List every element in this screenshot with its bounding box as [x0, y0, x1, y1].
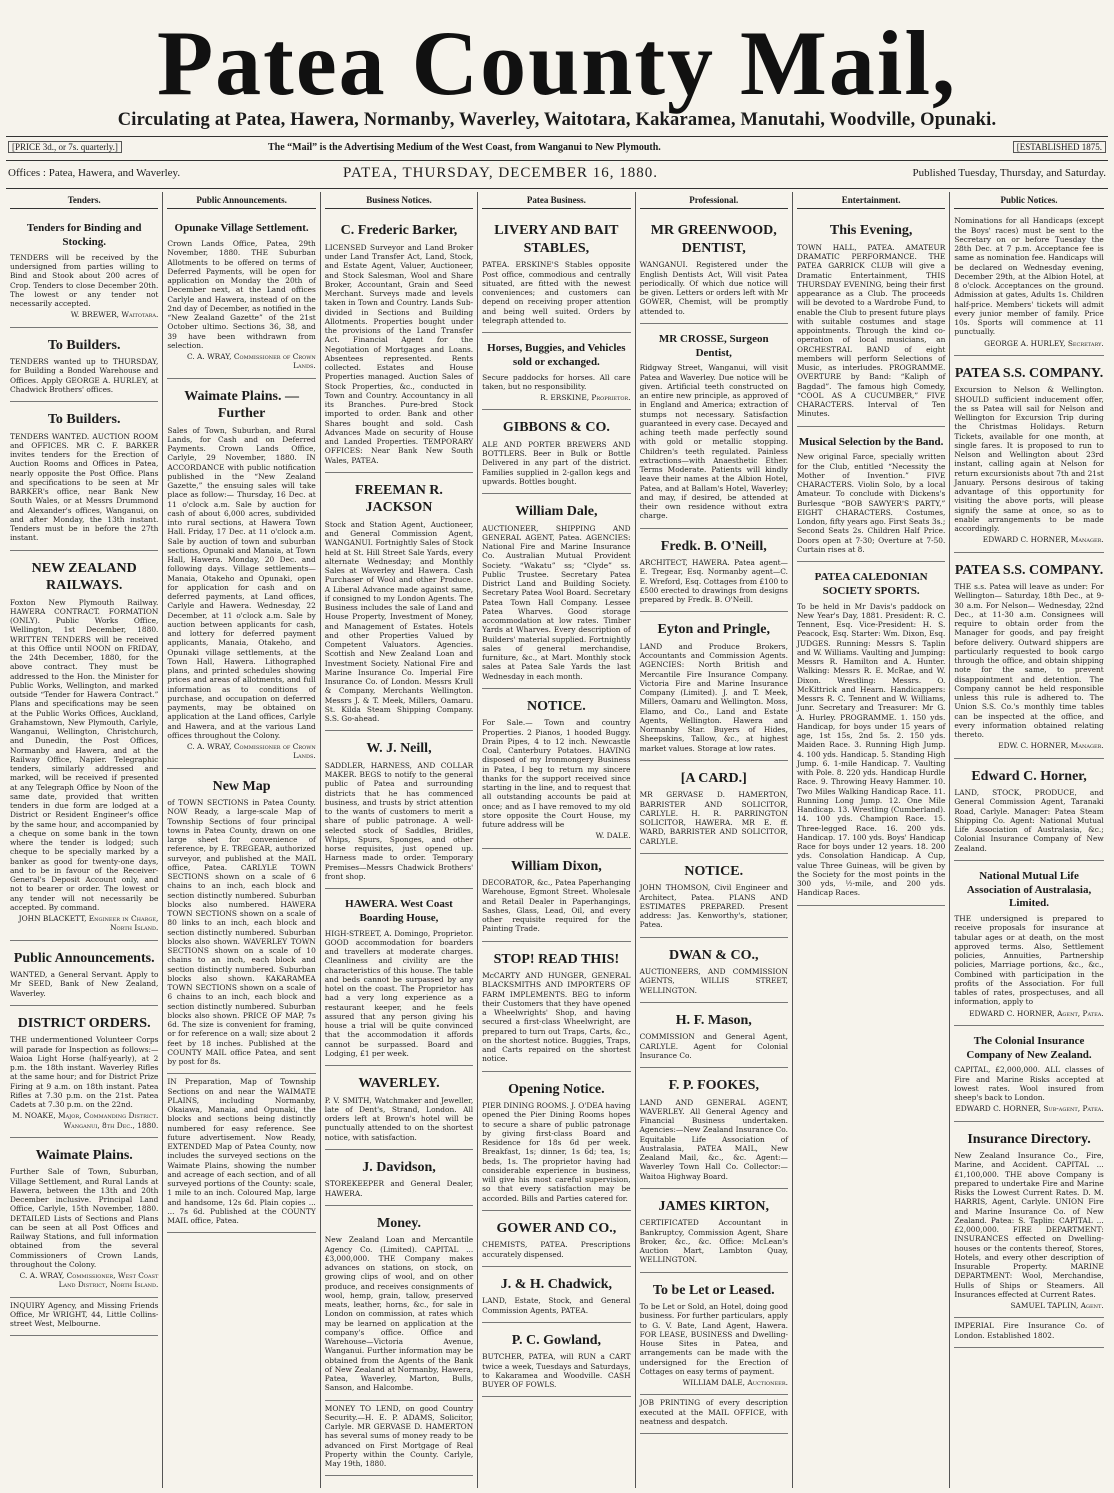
column-heading: Business Notices.	[325, 195, 473, 209]
column-6	[793, 192, 950, 1488]
ad-title: Money.	[377, 1215, 421, 1231]
ad-body: CHEMISTS, PATEA. Prescriptions accurately dispensed.	[482, 1240, 631, 1259]
column-heading: Tenders.	[10, 195, 158, 209]
advertising-notice: The “Mail” is the Advertising Medium of the West Coast, from Wanganui to New Plymouth.	[268, 142, 661, 153]
advertisement	[954, 356, 1103, 553]
advertisement	[167, 379, 315, 769]
advertisement	[10, 213, 158, 327]
ad-signature: SAMUEL TAPLIN, Agent.	[1010, 1301, 1104, 1310]
ad-body: Foxton New Plymouth Railway. HAWERA CONTRACT. FORMATION (ONLY). Public Works Office, Wellington, 1st December, 1880. WRITTEN TENDERS will be received at this Office until NOON on FRIDAY, the 24th December, 1880, for the above contract. They must be addressed to the Hon. the Minister for Public Works, Wellington, and marked outside “Tender for Hawera Contract.” Plans and specifications may be seen at the Public Works Offices, Auckland, Grahamstown, New Plymouth, Carlyle, Wanganui, Wellington, Christchurch, and Dunedin, the Post Offices, Normanby and Hawera, and at the Railway Office, Napier. Telegraphic tenders, similarly addressed and marked, will be received if presented at any Telegraph Office by Noon of the same date, provided that written tenders in due form are lodged at a District or Resident Engineer's office by the same hour, and accompanied by a cheque on some bank in the town where the tender is lodged; such cheque to be specially marked by a banker as good for twenty-one days, and to be in favour of the Receiver-General's Deposit Account only, and not to bearer or order. The lowest or any tender will not necessarily be accepted. By command.	[10, 597, 159, 912]
ad-title: DISTRICT ORDERS.	[17, 1015, 151, 1031]
ad-body: STOREKEEPER and General Dealer, HAWERA.	[324, 1179, 474, 1198]
advertisement	[10, 1006, 158, 1138]
advertisement	[325, 213, 473, 473]
ad-title: This Evening,	[829, 223, 913, 239]
advertisement	[325, 889, 473, 1066]
advertisement	[482, 410, 630, 494]
ad-title: NOTICE.	[527, 698, 586, 714]
ad-body: For Sale.— Town and country Properties. 2 Pianos, 1 hooded Buggy. Drain Pipes, 4 to 12 inch. Newcastle Coal, Canterbury Potatoes. HAVING disposed of my Ironmongery Business in Patea, I beg to return my sincere thanks for the support received since starting in the line, and to request that all outstanding accounts be paid at once; and as I have removed to my old store opposite the Court House, my future address will be	[482, 718, 631, 829]
ad-title: Opening Notice.	[508, 1081, 605, 1097]
ad-title: Tenders for Binding and Stocking.	[26, 222, 142, 248]
ad-body: IMPERIAL Fire Insurance Co. of London. Established 1802.	[954, 1321, 1104, 1340]
ad-signature: JOHN BLACKETT, Engineer in Charge, North Island.	[18, 914, 159, 933]
advertisement	[640, 938, 788, 1003]
ad-title: PATEA CALEDONIAN SOCIETY SPORTS.	[814, 571, 928, 597]
advertisement	[640, 1068, 788, 1189]
advertisement	[482, 213, 630, 333]
info-bar	[8, 139, 1106, 157]
ad-title: MR CROSSE, Surgeon Dentist,	[658, 332, 769, 359]
ad-body: CERTIFICATED Accountant in Bankruptcy, Commission Agent, Share Broker, &c., &c. Office: McLean's Auction Mart, Lambton Quay, WELLINGTON.	[639, 1218, 788, 1265]
ad-body: HIGH-STREET, A. Domingo, Proprietor. GOOD accommodation for boarders and travellers at moderate charges. Cleanliness and civility are the characteristics of this house. The table and beds cannot be surpassed by any hotel on the coast. The Proprietor has had a very long experience as a restaurant keeper, and he feels assured that any person giving his house a trial will be quite convinced that the accommodation it affords cannot be surpassed. Board and Lodging, £1 per week.	[324, 928, 474, 1058]
advertisement	[482, 494, 630, 689]
ad-body: ARCHITECT, HAWERA. Patea agent—E. Tregear, Esq. Normanby agent—C. E. Wreford, Esq. Cottages from £100 to £500 erected to drawings from designs prepared by Fredk. B. O'Neill.	[639, 558, 788, 604]
advertisement	[954, 1318, 1103, 1348]
column-2	[163, 192, 320, 1488]
ad-body: TENDERS WANTED. AUCTION ROOM and OFFICES. MR C. F. BARKER invites tenders for the Erection of Auction Rooms and Offices in Patea, nearly opposite the Post Office. Plans and specifications to be seen at Mr BARKER's office, near Bank New South Wales, or at Messrs Drummond and Alexander's offices, Wanganui, on and after Monday, the 13th instant. Tenders must be in before the 27th instant.	[10, 431, 159, 543]
advertisement	[954, 1122, 1103, 1319]
ad-title: Horses, Buggies, and Vehicles sold or exchanged.	[487, 342, 626, 368]
ad-signature: C. A. WRAY, Commissioner of Crown Lands.	[186, 742, 316, 761]
ad-body: MONEY TO LEND, on good Country Security.—H. E. P. ADAMS, Solicitor, Carlyle. MR GERVASE D. HAMERTON has several sums of money ready to be advanced on First Mortgage of Real Property within the County. Carlyle, May 19th, 1880.	[324, 1403, 474, 1468]
advertisement	[482, 849, 630, 942]
ad-title: C. Frederic Barker,	[340, 223, 458, 239]
advertisement	[10, 1298, 158, 1337]
ad-title: J. Davidson,	[362, 1159, 436, 1175]
advertisement	[640, 1273, 788, 1396]
ad-body: To be held in Mr Davis's paddock on New Year's Day, 1881. President: R. C. Tennent, Esq. Vice-President: H. S. Peacock, Esq. Starter: Wm. Dixon, Esq. JUDGES. Running: Messrs S. Taplin and W. Williams. Vaulting and Jumping: Messrs R. Hamilton and A. Hunter. Walking: Messrs R. E. McRae, and W. Dixon. Wrestling: Messrs. O. McKittrick and Hearn. Handicappers: Messrs R. C. Tennent and W. Williams, Junr. Secretary and Treasurer: Mr G. A. Hurley. PROGRAMME. 1. 150 yds. Handicap, for boys under 15 years of age, 1st 15s, 2nd 5s. 2. 150 yds. Maiden Race. 3. Running High Jump. 4. 100 yds. Handicap. 5. Standing High Jump. 6. 1-mile Handicap. 7. Vaulting with Pole. 8. 220 yds. Handicap Hurdle Race. 9. Throwing Heavy Hammer. 10. Two Miles Walking Handicap Race. 11. Running Long Jump. 12. One Mile Handicap. 13. Wrestling (Cumberland). 14. 100 yds. Champion Race. 15. Three-legged Race. 16. 200 yds. Handicap. 17. 100 yds. Boys' Handicap Race for boys under 12 years. 18. 200 yds. Consolation Handicap. A Cup, value Three Guineas, will be given by the Society for the most points in the 300 yds, ½-mile, and 200 yds. Handicap Races.	[796, 601, 946, 898]
advertisement	[640, 529, 788, 613]
advertisement	[325, 1401, 473, 1477]
ad-title: To Builders.	[47, 337, 121, 353]
column-heading: Patea Business.	[482, 195, 630, 209]
ad-signature: GEORGE A. HURLEY, Secretary.	[984, 338, 1104, 348]
ad-title: William Dale,	[515, 504, 598, 519]
ad-title: JAMES KIRTON,	[658, 1198, 769, 1214]
ad-body: INQUIRY Agency, and Missing Friends Office, Mr WRIGHT, 44, Little Collins-street West, Melbourne.	[10, 1300, 159, 1328]
ad-title: To Builders.	[47, 412, 121, 427]
published-line: Published Tuesday, Thursday, and Saturday.	[912, 167, 1106, 179]
ad-title: Insurance Directory.	[967, 1131, 1091, 1147]
ad-title: J. & H. Chadwick,	[500, 1276, 612, 1292]
ad-title: New Map	[212, 778, 271, 794]
advertisement	[325, 1066, 473, 1150]
advertisement	[954, 1026, 1103, 1122]
advertisement	[10, 1138, 158, 1298]
advertisement	[482, 942, 630, 1072]
ad-title: Eyton and Pringle,	[657, 622, 770, 638]
ad-body: New Zealand Loan and Mercantile Agency Co. (Limited). CAPITAL ... £3,000,000. THE Company makes advances on stations, on stock, on growing clips of wool, and on other produce, and receives consignments of wool, hemp, grain, tallow, preserved meats, leather, horns, &c., for sale in London on commission, at rates which may be learned on application at the company's office. Office and Warehouse—Victoria Avenue, Wanganui. Further information may be obtained from the Agents of the Bank of New Zealand at Normanby, Hawera, Patea, Waverley, Marton, Bulls, Sanson, and Halcombe.	[324, 1235, 474, 1393]
ad-signature: M. NOAKE, Major, Commanding District. Wanganui, 8th Dec., 1880.	[12, 1111, 159, 1130]
ad-signature: EDW. C. HORNER, Manager.	[998, 741, 1104, 751]
advertisement	[10, 402, 158, 551]
ad-body: LICENSED Surveyor and Land Broker under Land Transfer Act, Land, Stock, and Estate Agent, Valuer, Auctioneer, and Stock Salesman, Wool and Share Broker, Accountant, Grain and Seed Merchant. Surveys made and levels taken in Town and Country. Lands Sub-divided in Sections and Building Allotments. Properties bought under the provisions of the Land Transfer Act. Financial Agent for the Negotiation of Mortgages and Loans. Absentees represented. Rents collected. Estates and House Properties managed. Auction Sales of Stock Properties, &c., conducted in Town and Country. Accountancy in all its Branches. Pure-bred Stock imported to order. Bank and other Shares bought and sold. Cash Advances Made on security of House and Landed Properties. TEMPORARY OFFICES: Near Bank New South Wales, PATEA.	[324, 242, 474, 465]
column-heading: Professional.	[640, 195, 788, 209]
advertisement	[640, 761, 788, 854]
ad-title: FREEMAN R. JACKSON	[355, 482, 443, 516]
ad-title: GIBBONS & CO.	[502, 420, 610, 436]
rule-bottom	[6, 188, 1108, 189]
column-1	[6, 192, 163, 1488]
ad-body: ALE AND PORTER BREWERS AND BOTTLERS. Beer in Bulk or Bottle Delivered in any part of the district. Families supplied in 2-gallon kegs and upwards. Bottles bought.	[482, 439, 631, 486]
advertisement	[640, 1189, 788, 1273]
advertisement	[797, 213, 945, 426]
ad-signature: W. DALE.	[595, 831, 631, 841]
ad-body: TENDERS wanted up to THURSDAY, for Building a Bonded Warehouse and Offices. Apply GEORGE A. HURLEY, at Chadwick Brothers' offices.	[10, 357, 159, 394]
ad-title: DWAN & CO.,	[669, 947, 759, 963]
ad-title: Waimate Plains.	[35, 1147, 133, 1163]
ad-title: W. J. Neill,	[366, 741, 432, 757]
advertisement	[482, 1323, 630, 1398]
ad-body: To be Let or Sold, an Hotel, doing good business. For further particulars, apply to G. V. Bate, Land Agent, Hawera. FOR LEASE, BUSINESS and Dwelling-House Sites in Patea, and arrangements can be made with the undersigned for the Erection of Cottages on easy terms of payment.	[639, 1302, 788, 1376]
ad-body: P. V. SMITH, Watchmaker and Jeweller, late of Dent's, Strand, London. All orders left at Brown's hotel will be punctually attended to on the shortest notice, with satisfaction.	[324, 1095, 474, 1142]
ad-body: MR GERVASE D. HAMERTON, BARRISTER AND SOLICITOR, CARLYLE. H. R. PARRINGTON SOLICITOR, HAWERA. MR E. ff. WARD, BARRISTER AND SOLICITOR, CARLYLE.	[639, 790, 788, 846]
ad-title: H. F. Mason,	[675, 1012, 752, 1028]
advertisement	[797, 427, 945, 563]
advertisement	[640, 324, 788, 529]
ad-body: JOHN THOMSON, Civil Engineer and Architect, Patea. PLANS AND ESTIMATES PREPARED. Present address: Jas. Kenworthy's, stationer, Patea.	[639, 883, 788, 930]
advertisement	[954, 759, 1103, 861]
circulation-line: Circulating at Patea, Hawera, Normanby, Waverley, Waitotara, Kakaramea, Manutahi, Woodville, Opunaki.	[117, 110, 997, 130]
ad-title: F. P. FOOKES,	[668, 1078, 759, 1093]
ad-body: Nominations for all Handicaps (except the Boys' races) must be sent to the Secretary on or before Tuesday the 28th Dec. at 7 p.m. Acceptance fee is same as nomination fee. Handicaps will be declared on Wednesday evening, December 29th, at the Albion Hotel, at 8 o'clock. Acceptances on the ground. Admission at gates, Adults 1s. Children half-price. Members' tickets will admit every junior member of family. Price 10s. Sports will commence at 11 punctually.	[954, 216, 1104, 337]
ad-body: THE undersigned is prepared to receive proposals for insurance at tabular ages or at death, on the most approved terms. Also, Settlement policies, Annuities, Partnership policies, Marriage portions, &c., &c., Combined with participation in the profits of the Association. For full tables of rates, prospectuses, and all information, apply to	[954, 914, 1104, 1007]
ad-title: HAWERA. West Coast Boarding House,	[345, 898, 453, 924]
ad-body: WANTED, a General Servant. Apply to Mr SEED, Bank of New Zealand, Waverley.	[10, 970, 159, 998]
ad-body: CAPITAL, £2,000,000. ALL classes of Fire and Marine Risks accepted at lowest rates. Wool insured from sheep's back to London.	[954, 1065, 1104, 1102]
column-5	[636, 192, 793, 1488]
ad-title: LIVERY AND BAIT STABLES,	[494, 223, 619, 256]
ad-body: DECORATOR, &c., Patea Paperhanging Warehouse, Egmont Street. Wholesale and Retail Dealer in Paperhangings, Sashes, Glass, Lead, Oil, and every other requisite required for the Painting Trade.	[482, 878, 631, 934]
ad-body: Sales of Town, Suburban, and Rural Lands, for Cash and on Deferred Payments. Crown Lands Office, Carlyle, 29 November, 1880. IN ACCORDANCE with public notification published in the “New Zealand Gazette,” the ensuing sales will take place as follow:— Thursday, 16 Dec. at 11 o'clock a.m. Sale by auction for cash of about 6,000 acres, subdivided into rural sections, at Hawera Town Hall. Friday, 17 Dec. at 11 o'clock a.m. Sale by auction of town and suburban sections, Opunaki and Manaia, at Town Hall, Hawera. Monday, 20 Dec. and following days. Village settlements— Manaia, Otakeho and Opunaki, open for application for cash and on deferred payments, at Land offices, Carlyle and Hawera. Wednesday, 22 December, at 11 o'clock a.m. Sale by auction between applicants for cash, and lottery for deferred payment applicants, Manaia, Otakeho, and Opunaki village settlements, at the Town Hall, Hawera. Lithographed plans, and printed schedules showing prices and areas of allotments, and full information as to conditions of purchase, and occupation on deferred payments, may be obtained on application at the Land offices, Carlyle and Hawera, and at the various Land offices throughout the Colony.	[167, 425, 316, 740]
ad-body: LAND, STOCK, PRODUCE, and General Commission Agent, Taranaki Road, Carlyle. Manager: Patea Steam Shipping Co. Agent: National Mutual Life Association of Australasia, &c.; Colonial Insurance Company of New Zealand.	[954, 788, 1104, 853]
dateline: PATEA, THURSDAY, DECEMBER 16, 1880.	[343, 165, 659, 181]
advertisement	[325, 473, 473, 732]
advertisement	[640, 213, 788, 324]
advertisement	[954, 553, 1103, 759]
ad-body: LAND AND GENERAL AGENT, WAVERLEY. All General Agency and Financial Business undertaken. Agencies:—New Zealand Insurance Co. Equitable Life Association of Australasia, PATEA MAIL, New Zealand Mail, &c., &c. Agent:—Waverley Town Hall Co. Collector:—Waitoa Highway Board.	[639, 1097, 788, 1181]
ad-body: Excursion to Nelson & Wellington. SHOULD sufficient inducement offer, the ss Patea will sail for Nelson and Wellington for Excursion Trip during the Christmas Holidays. Return Tickets, available for one month, at single fares. It is proposed to run to Nelson and Wellington about 23rd instant, calling again at Nelson for return excursionists about 7th and 21st January. Persons desirous of taking advantage of this opportunity for visiting the above ports, will please signify the same at once, so as to enable arrangements to be made accordingly.	[954, 385, 1104, 533]
ad-title: WAVERLEY.	[358, 1076, 440, 1091]
column-heading: Public Announcements.	[167, 195, 315, 209]
ad-signature: R. ERSKINE, Proprietor.	[540, 393, 631, 402]
advertisement	[482, 333, 630, 410]
ad-body: Secure paddocks for horses. All care taken, but no responsibility.	[482, 372, 631, 391]
ad-body: SADDLER, HARNESS, AND COLLAR MAKER. BEGS to notify to the general public of Patea and surrounding districts that he has commenced business, and trusts by strict attention to the wants of customers to merit a share of public patronage. A well-selected stock of Saddles, Bridles, Whips, Spurs, Sponges, and other horse requisites, just opened up. Harness made to order. Temporary Premises—Messrs Chadwick Brothers' front shop.	[324, 760, 474, 881]
ad-body: TOWN HALL, PATEA. AMATEUR DRAMATIC PERFORMANCE. THE PATEA GARRICK CLUB will give a Dramatic Entertainment, THIS THURSDAY EVENING, being their first appearance as a Club. The proceeds will be devoted to a Wardrobe Fund, to enable the Club to present future plays with suitable costumes and stage appointments. Through the kind co-operation of local musicians, an ORCHESTRAL BAND of eight members will perform Selections of Music, as interludes. PROGRAMME. OVERTURE by Band: “Kaliph of Bagdad”. The famous high Comedy, “COOL AS A CUCUMBER,” FIVE CHARACTERS. Interval of Ten Minutes.	[796, 242, 946, 419]
ad-signature: WILLIAM DALE, Auctioneer.	[682, 1378, 788, 1387]
rule-mid	[6, 160, 1108, 161]
ad-title: National Mutual Life Association of Australasia, Limited.	[966, 869, 1092, 910]
ad-body: AUCTIONEERS, AND COMMISSION AGENTS, WILLIS STREET, WELLINGTON.	[639, 967, 788, 995]
offices-line: Offices : Patea, Hawera, and Waverley.	[8, 167, 181, 179]
ad-signature: EDWARD C. HORNER, Manager.	[982, 535, 1104, 545]
ad-body: IN Preparation, Map of Township Sections on and near the WAIMATE PLAINS, including Normanby, Okaiawa, Manaia, and Opunaki, the blocks and sections being distinctly numbered for easy reference. See future advertisement. Now Ready, EXTENDED Map of Patea County, now includes the surveyed sections on the Waimate Plains, showing the number and acreage of each section, and of all surveyed portions of the County: scale, 1 mile to an inch. Coloured Map, large and handsome, 12s 6d. Plain copies ... ... 7s 6d. Published at the COUNTY MAIL office, Patea.	[167, 1077, 316, 1225]
newspaper-title: Patea County Mail,	[156, 12, 958, 114]
advertisement	[640, 1003, 788, 1068]
ad-body: JOB PRINTING of every description executed at the MAIL OFFICE, with neatness and despatch.	[639, 1398, 788, 1426]
ad-title: William Dixon,	[510, 858, 602, 874]
ad-title: PATEA S.S. COMPANY.	[954, 562, 1104, 578]
ad-body: McCARTY AND HUNGER, GENERAL BLACKSMITHS AND IMPORTERS OF FARM IMPLEMENTS. BEG to inform their Customers that they have opened a Wheelwrights' Shop, and having secured a first-class Wheelwright, are prepared to turn out Traps, Carts, &c., on the shortest notice. Buggies, Traps, and Carts repaired on the shortest notice.	[482, 971, 631, 1064]
ad-title: Waimate Plains. — Further	[184, 388, 299, 421]
ad-body: Stock and Station Agent, Auctioneer, and General Commission Agent, WANGANUI. Fortnightly Sales of Stock held at St. Hill Street Sale Yards, every alternate Wednesday; and Monthly Sales at Waverley and Hawera. Cash Purchaser of Wool and other Produce. A Liberal Advance made against same, if consigned to my London Agents. The Business includes the sale of Land and House Property, Investment of Money, and Management of Estates. Hotels and other Properties Valued by Competent Valuators. Agencies. Scottish and New Zealand Loan and Investment Society. National Fire and Marine Insurance Co. Imperial Fire Insurance Co. of London. Messrs Krull & Company, Merchants Wellington. Messrs J. & T. Meek, Millers, Oamaru. St. Kilda Steam Shipping Company. S.S. Go-ahead.	[324, 519, 474, 723]
column-7	[950, 192, 1107, 1488]
column-heading: Public Notices.	[954, 195, 1103, 209]
masthead	[0, 0, 1114, 200]
date-bar	[8, 165, 1106, 183]
ad-body: WANGANUI. Registered under the English Dentists Act, Will visit Patea periodically. Of which due notice will be given. Letters or orders left with Mr GOWER, Chemist, will be promptly attended to.	[639, 260, 788, 316]
advertisement	[640, 854, 788, 938]
ad-body: New original Farce, specially written for the Club, entitled “Necessity the Mother of Invention.” FIVE CHARACTERS. Violin Solo, by a local Amateur. To conclude with Dickens's Burlesque “BOB SAWYER'S PARTY,” EIGHT CHARACTERS. Costumes, London, fifty years ago. First Seats 3s.; Second Seats 2s. Children Half Price. Doors open at 7-30; Overture at 7-50. Curtain rises at 8.	[796, 452, 946, 554]
ad-title: STOP! READ THIS!	[493, 951, 620, 967]
ad-body: PIER DINING ROOMS. J. O'DEA having opened the Pier Dining Rooms hopes to secure a share of public patronage by giving first-class Board and Residence for 18s 6d per week. Breakfast, 1s; dinner, 1s 6d; tea, 1s; beds, 1s. The proprietor having had considerable experience in business, will give his most careful supervision, so that every satisfaction may be accorded. Bills and Parties catered for.	[482, 1101, 631, 1203]
price-notice: [PRICE 3d., or 7s. quarterly.]	[8, 141, 122, 153]
advertisement	[640, 612, 788, 761]
ad-signature: EDWARD C. HORNER, Sub-agent, Patea.	[955, 1104, 1104, 1114]
ad-title: NEW ZEALAND RAILWAYS.	[31, 560, 137, 593]
advertisement	[482, 1072, 630, 1211]
ad-title: To be Let or Leased.	[652, 1282, 775, 1298]
ad-title: The Colonial Insurance Company of New Zealand.	[966, 1034, 1092, 1061]
ad-title: Public Announcements.	[13, 950, 155, 966]
established-notice: [ESTABLISHED 1875.	[1013, 141, 1106, 153]
advertisement	[10, 551, 158, 941]
ad-signature: C. A. WRAY, Commissioner of Crown Lands.	[186, 352, 316, 371]
advertisement	[10, 328, 158, 403]
ad-body: LAND, Estate, Stock, and General Commission Agents, PATEA.	[482, 1296, 631, 1315]
ad-title: MR GREENWOOD, DENTIST,	[650, 223, 777, 256]
advertisement	[640, 1395, 788, 1434]
advertisement	[954, 213, 1103, 356]
advertisement	[167, 769, 315, 1075]
advertisement	[325, 1206, 473, 1401]
ad-title: [A CARD.]	[680, 770, 747, 786]
advertisement	[954, 861, 1103, 1026]
columns-container	[6, 192, 1108, 1488]
ad-body: BUTCHER, PATEA, will RUN a CART twice a week, Tuesdays and Saturdays, to Kakaramea and Woodville. CASH BUYER OF FOWLS.	[482, 1352, 631, 1389]
ad-title: PATEA S.S. COMPANY.	[954, 365, 1104, 381]
column-3	[321, 192, 478, 1488]
ad-body: COMMISSION and General Agent, CARLYLE. Agent for Colonial Insurance Co.	[639, 1032, 788, 1060]
ad-body: PATEA. ERSKINE'S Stables opposite Post office, commodious and centrally situated, are fitted with the newest conveniences; and customers can depend on receiving proper attention and being well suited. Orders by telegraph attended to.	[482, 260, 631, 325]
ad-body: Ridgway Street, Wanganui, will visit Patea and Waverley. Due notice will be given. Artificial teeth constructed on an entire new principle, as approved of in England and America; extraction of stumps not necessary. Satisfaction guaranteed in every case. Decayed and aching teeth made perfectly sound with gold or metallic stopping. Children's teeth regulated. Painless extractions—with Anaesthetic Ether. Terms Moderate. Patients will kindly leave their names at the Albion Hotel, Patea, and at Ballam's Hotel, Waverley; and may, if desired, be attended at their own residence without extra charge.	[639, 363, 788, 521]
ad-body: Further Sale of Town, Suburban, Village Settlement, and Rural Lands at Hawera, between the 13th and 20th December inclusive. Principal Land Office, Carlyle, 15th November, 1880. DETAILED Lists of Sections and Plans can be seen at all Post Offices and Railway Stations, and full information obtained from the several Commissioners of Crown Lands, throughout the Colony.	[10, 1167, 159, 1269]
ad-signature: EDWARD C. HORNER, Agent, Patea.	[969, 1008, 1104, 1018]
ad-title: Musical Selection by the Band.	[798, 435, 944, 448]
advertisement	[325, 731, 473, 889]
ad-body: THE s.s. Patea will leave as under: For Wellington— Saturday, 18th Dec., at 9-30 a.m. For Nelson— Wednesday, 22nd Dec., at 11-30 a.m. Consignees will require to obtain order from the Manager for goods, and pay freight before delivery. Outward shippers are particularly requested to book cargo through the office, and obtain shipping note for the same, to prevent disappointment and detention. The Company cannot be held responsible unless this rule is adhered to. The Union S.S. Co.'s monthly time tables can be inspected at the office, and every information obtained relating thereto.	[954, 582, 1104, 739]
advertisement	[482, 1267, 630, 1323]
advertisement	[797, 562, 945, 906]
ad-signature: W. BREWER, Waitotara.	[70, 310, 159, 320]
ad-title: P. C. Gowland,	[511, 1332, 602, 1348]
rule-top	[6, 136, 1108, 137]
advertisement	[482, 689, 630, 849]
ad-title: NOTICE.	[684, 863, 744, 879]
ad-body: THE undermentioned Volunteer Corps will parade for Inspection as follows:— Waioa Light Horse (half-yearly), at 2 p.m. the 18th instant. Waverley Rifles at the same hour; and for District Prize Firing at 9 a.m. on 18th instant. Patea Rifles at 7.30 p.m. on the 21st. Patea Cadets at 7.30 p.m. on the 22nd.	[10, 1035, 159, 1109]
ad-body: TENDERS will be received by the undersigned from parties willing to Bind and Stook about 200 acres of Crop. Tenders to close December 20th. The lowest or any tender not necessarily accepted.	[10, 252, 159, 308]
ad-body: LAND and Produce Brokers, Accountants and Commission Agents. AGENCIES: North British and Mercantile Fire Insurance Company. Victoria Fire and Marine Insurance Company (Limited). J. and T. Meek, Millers, Oamaru and Wellington. Moss, Elamo, and Co., Land and Estate Agents, Wellington. Hawera and Normanby Star. Buyers of Hides, Sheepskins, Tallow, &c., at highest market values. Storage at low rates.	[639, 641, 788, 753]
advertisement	[325, 1150, 473, 1206]
ad-body: of TOWN SECTIONS in Patea County. NOW Ready, a large-scale Map of Township Sections of four principal towns in Patea County, drawn on one large sheet for convenience of reference, by E. TREGEAR, authorized surveyor, and published at the MAIL office, Patea. CARLYLE TOWN SECTIONS shown on a scale of 6 chains to an inch, each block and section distinctly numbered. Suburban blocks also numbered. HAWERA TOWN SECTIONS shown on a scale of 80 links to an inch, each block and section distinctly numbered. Suburban blocks also shown. WAVERLEY TOWN SECTIONS shown on a scale of 10 chains to an inch, each block and section distinctly numbered. Suburban blocks also shown. KAKARAMEA TOWN SECTIONS shown on a scale of 6 chains to an inch, each block and section distinctly numbered. Suburban blocks also shown. PRICE OF MAP, 7s 6d. The size is convenient for framing, or for reference on a wall; size about 2 feet by 18 inches. Published at the COUNTY MAIL office Patea, and sent by post for 8s.	[167, 798, 316, 1066]
ad-body: New Zealand Insurance Co., Fire, Marine, and Accident. CAPITAL ... £1,100,000. THE above Company is prepared to undertake Fire and Marine Risks the Lowest Current Rates. D. M. HARRIS, Agent, Carlyle. UNION Fire and Marine Insurance Co. of New Zealand. Patea: S. Taplin: CAPITAL ... £2,000,000. FIRE DEPARTMENT: INSURANCES effected on Dwelling-houses or the contents thereof, Stores, Hotels, and every other description of Insurable Property. MARINE DEPARTMENT: Wool, Merchandise, Hulls of Ships or Steamers. All Insurances effected at Current Rates.	[954, 1151, 1104, 1299]
advertisement	[167, 213, 315, 378]
ad-title: Edward C. Horner,	[971, 768, 1087, 784]
ad-body: Crown Lands Office, Patea, 29th November, 1880. THE Suburban Allotments to be offered on terms of Deferred Payments, will be open for application on Monday the 20th of December next, at the Land offices Carlyle and Hawera, instead of on the 2nd day of December, as notified in the “New Zealand Gazette” of the 21st October ultimo. Sections 36, 38, and 39 have been withdrawn from selection.	[167, 239, 316, 350]
ad-signature: C. A. WRAY, Commissioner, West Coast Land District, North Island.	[19, 1271, 159, 1290]
ad-title: GOWER AND CO.,	[496, 1220, 617, 1236]
advertisement	[10, 941, 158, 1006]
ad-title: Fredk. B. O'Neill,	[660, 538, 767, 554]
ad-body: AUCTIONEER, SHIPPING AND GENERAL AGENT, Patea. AGENCIES: National Fire and Marine Insurance Co. Australian Mutual Provident Society. “Wakatu” ss; “Clyde” ss. Public Trustee. Secretary Patea District Land and Building Society. Secretary Patea Wool Board. Secretary Patea Town Hall Company. Lessee Patea Wharves. Good storage accommodation at low rates. Timber Yards at Wharves. Every description of Builders' material supplied. Fortnightly sales of general merchandise, furniture, &c., at Mart. Monthly stock sales at Patea Sale Yards the last Wednesday in each month.	[482, 523, 631, 681]
column-4	[478, 192, 635, 1488]
advertisement	[482, 1211, 630, 1267]
advertisement	[167, 1074, 315, 1233]
ad-title: Opunake Village Settlement.	[174, 222, 309, 235]
column-heading: Entertainment.	[797, 195, 945, 209]
